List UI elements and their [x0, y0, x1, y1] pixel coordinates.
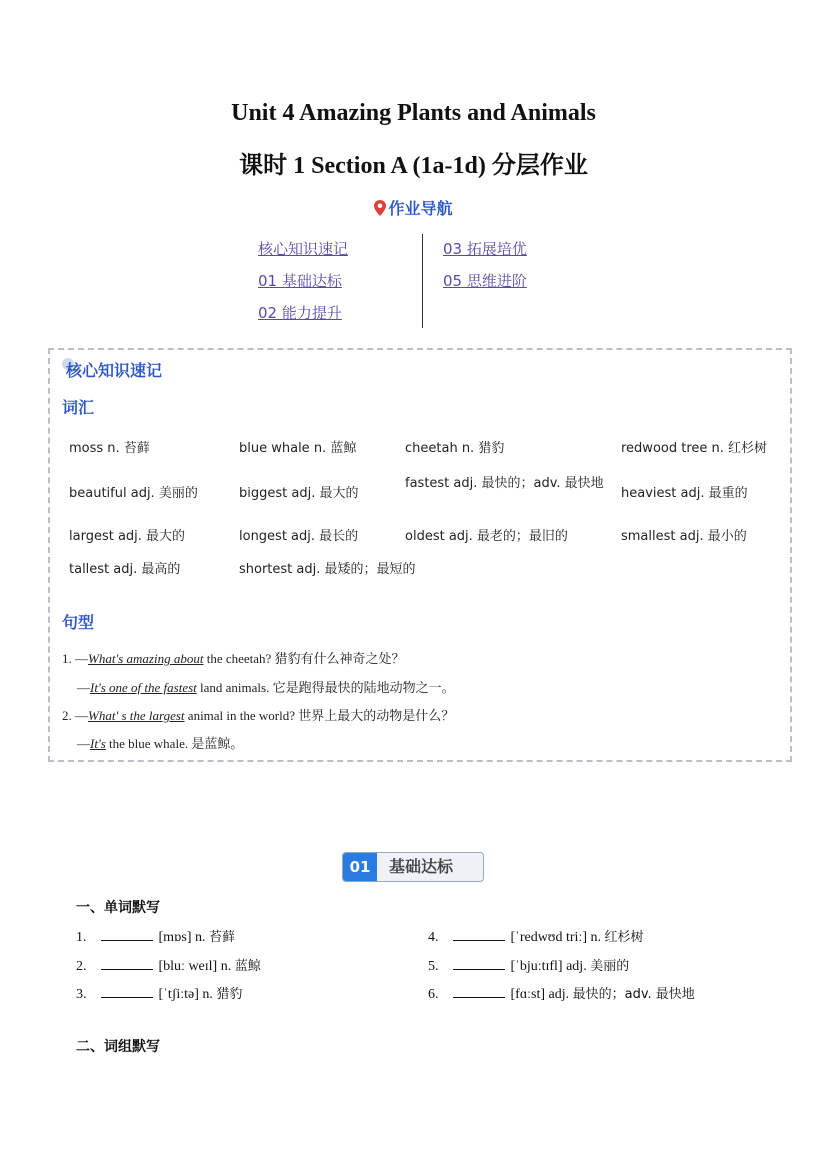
exercise-item: 5. [ˈbjuːtɪfl] adj. 美丽的 — [428, 959, 630, 974]
part2-title: 二、词组默写 — [76, 1039, 160, 1055]
vocab-item: longest adj. 最长的 — [239, 529, 359, 544]
vocab-item: shortest adj. 最矮的；最短的 — [239, 562, 416, 577]
exercise-item: 3. [ˈtʃiːtə] n. 猎豹 — [76, 987, 243, 1002]
nav-link-02[interactable]: 02 能力提升 — [258, 304, 342, 322]
vocab-item: heaviest adj. 最重的 — [621, 486, 748, 501]
nav-link-05[interactable]: 05 思维进阶 — [443, 272, 527, 290]
core-knowledge-heading: 核心知识速记 — [66, 358, 162, 381]
vocab-item: largest adj. 最大的 — [69, 529, 186, 544]
vocab-item: fastest adj. 最快的；adv. 最快地 — [405, 476, 604, 491]
vocab-item: biggest adj. 最大的 — [239, 486, 359, 501]
vocab-item: redwood tree n. 红杉树 — [621, 441, 768, 456]
nav-heading — [0, 196, 827, 219]
vocab-item: oldest adj. 最老的；最旧的 — [405, 529, 568, 544]
exercise-item: 2. [bluː weɪl] n. 蓝鲸 — [76, 959, 261, 974]
sentence-line: —It's one of the fastest land animals. 它是跑得最快的陆地动物之一。 — [77, 680, 455, 696]
vocab-item: tallest adj. 最高的 — [69, 562, 181, 577]
answer-blank[interactable] — [453, 957, 505, 970]
vocab-item: moss n. 苔藓 — [69, 441, 150, 456]
answer-blank[interactable] — [101, 957, 153, 970]
doc-title-line1: Unit 4 Amazing Plants and Animals — [231, 100, 596, 126]
answer-blank[interactable] — [453, 928, 505, 941]
nav-link-01[interactable]: 01 基础达标 — [258, 272, 342, 290]
answer-blank[interactable] — [453, 985, 505, 998]
vocab-item: cheetah n. 猎豹 — [405, 441, 505, 456]
doc-title-line2: 课时 1 Section A (1a-1d) 分层作业 — [239, 153, 588, 179]
nav-divider — [422, 234, 423, 328]
vocab-item: blue whale n. 蓝鲸 — [239, 441, 357, 456]
section-01-number: 01 — [343, 853, 377, 881]
nav-heading-text: 作业导航 — [388, 199, 453, 218]
nav-link-03[interactable]: 03 拓展培优 — [443, 240, 527, 258]
exercise-item: 4. [ˈredwʊd triː] n. 红杉树 — [428, 930, 644, 945]
sentence-heading: 句型 — [62, 613, 95, 632]
core-knowledge-box — [48, 348, 792, 762]
exercise-item: 1. [mɒs] n. 苔藓 — [76, 930, 235, 945]
sentence-line: 1. —What's amazing about the cheetah? 猎豹有什么神奇之处？ — [62, 651, 405, 667]
nav-link-core[interactable]: 核心知识速记 — [258, 240, 349, 258]
answer-blank[interactable] — [101, 928, 153, 941]
location-pin-icon — [374, 200, 386, 216]
section-01-badge — [342, 852, 484, 882]
part1-title: 一、单词默写 — [76, 900, 160, 916]
sentence-line: —It's the blue whale. 是蓝鲸。 — [77, 736, 244, 752]
vocab-heading: 词汇 — [62, 398, 95, 417]
sentence-line: 2. —What' s the largest animal in the world? 世界上最大的动物是什么？ — [62, 708, 455, 724]
exercise-item: 6. [fɑːst] adj. 最快的；adv. 最快地 — [428, 987, 695, 1002]
vocab-item: beautiful adj. 美丽的 — [69, 486, 198, 501]
section-01-label: 基础达标 — [389, 857, 454, 876]
answer-blank[interactable] — [101, 985, 153, 998]
vocab-item: smallest adj. 最小的 — [621, 529, 747, 544]
